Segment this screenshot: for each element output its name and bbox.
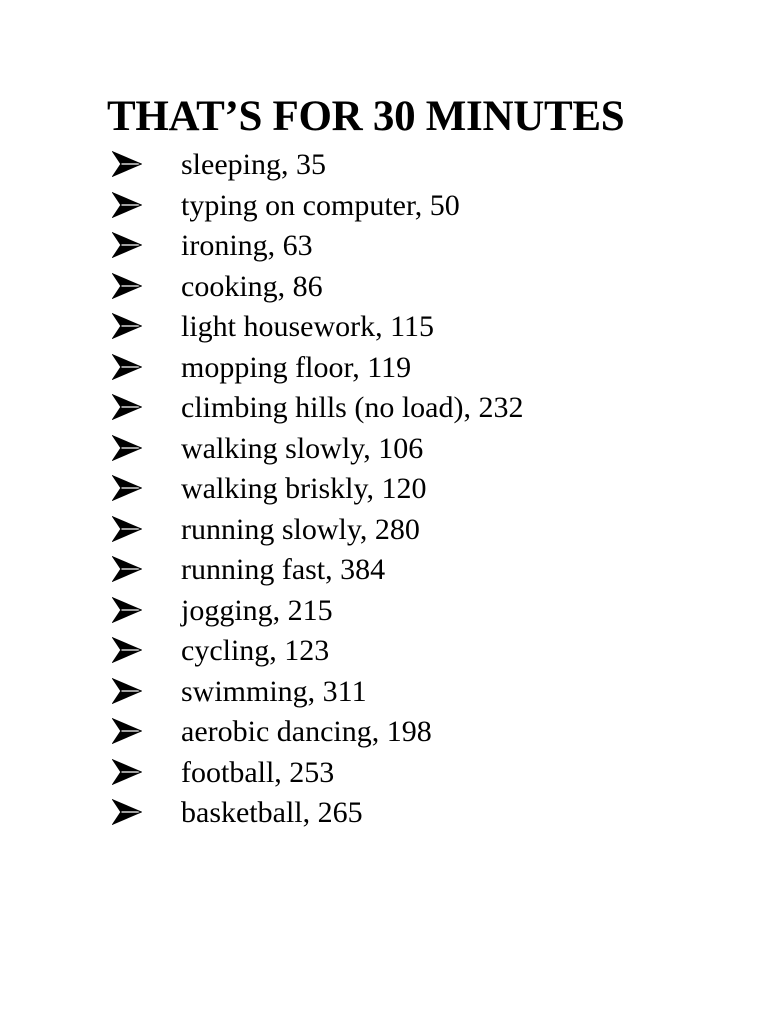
list-item	[0, 186, 768, 227]
arrowhead-bullet-icon	[112, 799, 142, 825]
list-item-label: running slowly, 280	[181, 512, 420, 546]
list-item	[0, 631, 768, 672]
list-item-label: ironing, 63	[181, 229, 313, 262]
list-item	[0, 307, 768, 348]
page-title: THAT’S FOR 30 MINUTES	[107, 93, 625, 140]
list-item	[0, 550, 768, 591]
list-item-label: basketball, 265	[181, 796, 363, 829]
list-item	[0, 145, 768, 186]
list-item-label: mopping floor, 119	[181, 350, 412, 384]
list-item	[0, 469, 768, 510]
list-item-label: walking briskly, 120	[181, 472, 427, 505]
arrowhead-bullet-icon	[112, 313, 142, 339]
activity-list	[0, 145, 768, 834]
arrowhead-bullet-icon	[112, 516, 142, 542]
arrowhead-bullet-icon	[112, 759, 142, 785]
list-item-label: walking slowly, 106	[181, 431, 424, 465]
list-item-label: running fast, 384	[181, 553, 386, 586]
list-item-label: light housework, 115	[181, 310, 435, 343]
list-item	[0, 712, 768, 753]
arrowhead-bullet-icon	[112, 394, 142, 420]
arrowhead-bullet-icon	[112, 151, 142, 177]
arrowhead-bullet-icon	[112, 232, 142, 258]
list-item	[0, 348, 768, 389]
arrowhead-bullet-icon	[112, 192, 142, 218]
list-item	[0, 793, 768, 834]
arrowhead-bullet-icon	[112, 718, 142, 744]
list-item	[0, 429, 768, 470]
list-item	[0, 267, 768, 308]
arrowhead-bullet-icon	[112, 556, 142, 582]
list-item	[0, 388, 768, 429]
arrowhead-bullet-icon	[112, 273, 142, 299]
list-item-label: swimming, 311	[181, 674, 367, 708]
list-item-label: cycling, 123	[181, 634, 330, 667]
list-item	[0, 672, 768, 713]
list-item-label: cooking, 86	[181, 269, 323, 303]
list-item	[0, 510, 768, 551]
list-item	[0, 226, 768, 267]
arrowhead-bullet-icon	[112, 678, 142, 704]
arrowhead-bullet-icon	[112, 637, 142, 663]
list-item-label: typing on computer, 50	[181, 188, 460, 222]
list-item-label: climbing hills (no load), 232	[181, 391, 524, 424]
arrowhead-bullet-icon	[112, 354, 142, 380]
list-item-label: sleeping, 35	[181, 148, 326, 181]
list-item-label: aerobic dancing, 198	[181, 715, 432, 748]
list-item	[0, 591, 768, 632]
arrowhead-bullet-icon	[112, 597, 142, 623]
arrowhead-bullet-icon	[112, 435, 142, 461]
list-item-label: jogging, 215	[181, 593, 333, 627]
list-item-label: football, 253	[181, 755, 335, 789]
list-item	[0, 753, 768, 794]
arrowhead-bullet-icon	[112, 475, 142, 501]
